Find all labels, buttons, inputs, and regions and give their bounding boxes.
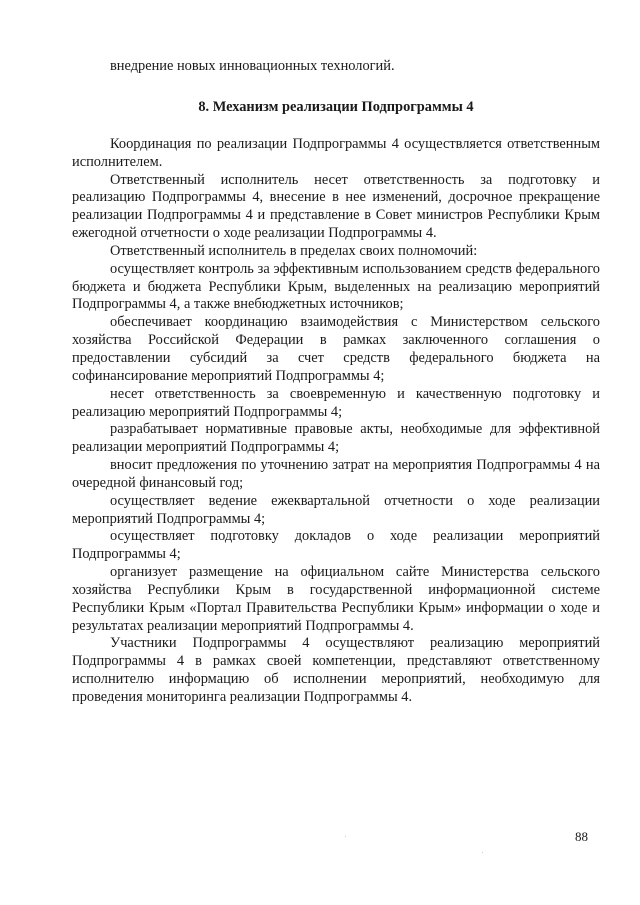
paragraph-powers-intro: Ответственный исполнитель в пределах своих полномочий: — [110, 242, 478, 259]
paragraph-timely-preparation: несет ответственность за своевременную и качественную подготовку и реализацию мероприятий Подпрограммы 4; — [72, 385, 600, 420]
paragraph-quarterly-reporting: осуществляет ведение ежеквартальной отчетности о ходе реализации мероприятий Подпрограммы 4; — [72, 492, 600, 527]
paragraph-website-publication: организует размещение на официальном сайте Министерства сельского хозяйства Республики Крым в государственной информационной системе Республики Крым «Портал Правительства Республики Крым» информации о ходе и результатах реализации мероприятий Подпрограммы 4. — [72, 564, 600, 634]
section-body — [72, 136, 600, 707]
paragraph-participants: Участники Подпрограммы 4 осуществляют реализацию мероприятий Подпрограммы 4 в рамках своей компетенции, представляют ответственному исполнителю информацию об исполнении мероприятий, необходимую для проведения мониторинга реализации Подпрограммы 4. — [72, 635, 600, 705]
paragraph-cost-proposals: вносит предложения по уточнению затрат на мероприятия Подпрограммы 4 на очередной финансовый год; — [72, 457, 600, 491]
paragraph-reports-preparation: осуществляет подготовку докладов о ходе реализации мероприятий Подпрограммы 4; — [72, 528, 600, 563]
continuation-line: внедрение новых инновационных технологий. — [110, 58, 395, 74]
paragraph-control-funds: осуществляет контроль за эффективным использованием средств федерального бюджета и бюджета Республики Крым, выделенных на реализацию мероприятий Подпрограммы 4, а также внебюджетных источников; — [72, 260, 600, 313]
paragraph-regulatory-acts: разрабатывает нормативные правовые акты, необходимые для эффективной реализации мероприятий Подпрограммы 4; — [72, 421, 600, 456]
scan-speck — [345, 836, 346, 837]
paragraph-coordination: Координация по реализации Подпрограммы 4 осуществляется ответственным исполнителем. — [72, 135, 600, 170]
paragraph-responsibility: Ответственный исполнитель несет ответственность за подготовку и реализацию Подпрограммы 4, внесение в нее изменений, досрочное прекращение реализации Подпрограммы 4 и представление в Совет министров Республики Крым ежегодной отчетности о ходе реализации Подпрограммы 4. — [72, 171, 600, 242]
section-title: 8. Механизм реализации Подпрограммы 4 — [198, 98, 474, 115]
page-number: 88 — [575, 829, 588, 844]
document-page — [72, 58, 600, 707]
scan-speck — [482, 852, 483, 853]
paragraph-coordination-ministry: обеспечивает координацию взаимодействия с Министерством сельского хозяйства Российской Федерации в рамках заключенного соглашения о предоставлении субсидий за счет средств федерального бюджета на софинансирование мероприятий Подпрограммы 4; — [72, 314, 600, 384]
